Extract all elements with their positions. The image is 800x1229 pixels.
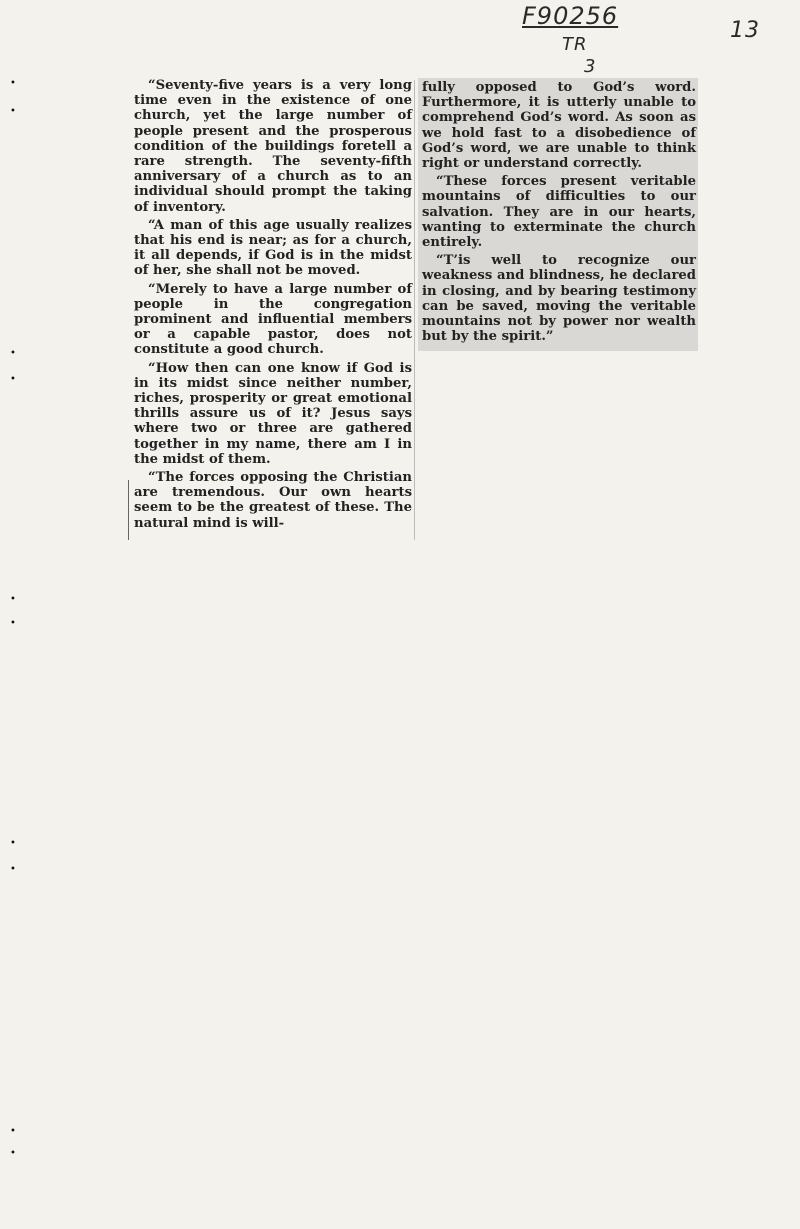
article-paragraph: “These forces present veritable mountains of difficulties to our salvation. They are in our hearts, wanting to exterminate the church entirely. [422,174,696,251]
article-paragraph: “The forces opposing the Christian are tremendous. Our own hearts seem to be the greatest of these. The natural mind is will- [134,470,412,531]
margin-mark: • [10,374,16,385]
handwritten-number-note: 3 [584,56,597,77]
article-paragraph: “A man of this age usually realizes that his end is near; as for a church, it all depends, if God is in the midst of her, she shall not be moved. [134,217,412,279]
article-paragraph: “T’is well to recognize our weakness and blindness, he declared in closing, and by bearing testimony can be saved, moving the veritable mountains not by power nor wealth but by the spirit.” [422,253,696,345]
margin-mark: • [10,864,16,875]
margin-mark: • [10,78,16,89]
article-paragraph: “Merely to have a large number of people in the congregation prominent and influential members or a capable pastor, does not constitute a good church. [134,281,412,358]
handwritten-tr-note: TR [562,34,588,55]
margin-mark: • [10,1126,16,1137]
article-paragraph: “How then can one know if God is in its midst since neither number, riches, prosperity or great emotional thrills assure us of it? Jesus says where two or three are gathered together in my name, there am I in the midst of them. [134,360,412,467]
article-right-column [418,78,698,351]
margin-mark: • [10,348,16,359]
article-left-column [134,78,412,534]
article-paragraph: “Seventy-five years is a very long time even in the existence of one church, yet the large number of people present and the prosperous condition of the buildings foretell a rare strength. The seventy-fifth anniversary of a church as to an individual should prompt the taking of inventory. [134,78,412,215]
handwritten-page-number: 13 [730,18,760,43]
margin-mark: • [10,1148,16,1159]
margin-mark: • [10,594,16,605]
newspaper-clipping [128,78,698,558]
margin-mark: • [10,838,16,849]
margin-mark: • [10,618,16,629]
margin-mark: • [10,106,16,117]
article-paragraph: fully opposed to God’s word. Furthermore, it is utterly unable to comprehend God’s word. As soon as we hold fast to a disobedience of God’s word, we are unable to think right or understand correctly. [422,80,696,172]
handwritten-catalog-code: F90256 [522,2,619,30]
